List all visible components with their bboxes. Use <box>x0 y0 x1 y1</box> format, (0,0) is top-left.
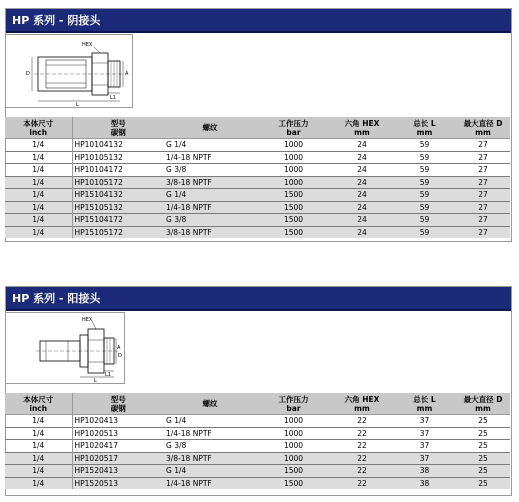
table-cell: 24 <box>331 226 393 238</box>
table-cell: HP15105132 <box>72 201 164 214</box>
table-cell: 59 <box>393 214 456 227</box>
table-cell: 1/4 <box>5 477 72 489</box>
table-cell: 25 <box>456 477 510 489</box>
table-cell: 1000 <box>256 176 331 189</box>
table-cell: 27 <box>456 151 510 164</box>
table-cell: 1/4 <box>5 214 72 227</box>
table-cell: G 3/8 <box>164 164 256 177</box>
table-cell: 1/4 <box>5 176 72 189</box>
table-cell: 1/4-18 NPTF <box>164 477 256 489</box>
table-cell: 1500 <box>256 189 331 202</box>
table-cell: 25 <box>456 427 510 440</box>
male-hex-label: HEX <box>82 317 93 323</box>
table-cell: 37 <box>393 415 456 428</box>
table-cell: HP1020517 <box>72 452 164 465</box>
col-header-pressure: 工作压力 bar <box>256 393 331 415</box>
female-table-row <box>5 176 510 189</box>
col-header-hex: 六角 HEX mm <box>331 117 393 139</box>
male-table-row <box>5 477 510 489</box>
table-cell: 1/4 <box>5 226 72 238</box>
male-nipple-drawing <box>5 312 125 384</box>
table-cell: HP15104172 <box>72 214 164 227</box>
table-cell: 1/4 <box>5 189 72 202</box>
table-cell: HP15104132 <box>72 189 164 202</box>
col-header-pressure: 工作压力 bar <box>256 117 331 139</box>
table-cell: 1/4 <box>5 465 72 478</box>
table-cell: 59 <box>393 189 456 202</box>
table-cell: 22 <box>331 427 393 440</box>
table-cell: G 3/8 <box>164 440 256 453</box>
table-cell: 1/4 <box>5 151 72 164</box>
female-table-row <box>5 164 510 177</box>
col-header-diameter: 最大直径 D mm <box>456 117 510 139</box>
table-cell: 3/8-18 NPTF <box>164 176 256 189</box>
male-table-row <box>5 440 510 453</box>
male-table-row <box>5 427 510 440</box>
female-d-label: D <box>26 71 30 77</box>
female-table-row <box>5 189 510 202</box>
table-cell: 59 <box>393 201 456 214</box>
table-cell: 22 <box>331 415 393 428</box>
female-coupler-svg <box>6 35 132 107</box>
col-header-thread: 螺纹 <box>164 393 256 415</box>
table-cell: G 1/4 <box>164 189 256 202</box>
male-a-label: A <box>117 345 121 351</box>
female-table-row <box>5 226 510 238</box>
table-cell: G 1/4 <box>164 465 256 478</box>
female-coupler-drawing <box>5 34 133 108</box>
female-l1-label: L1 <box>110 95 116 101</box>
table-cell: 1/4 <box>5 415 72 428</box>
table-cell: 25 <box>456 465 510 478</box>
table-cell: 25 <box>456 452 510 465</box>
col-header-model: 型号 碳钢 <box>72 393 164 415</box>
male-table-row <box>5 415 510 428</box>
table-cell: 27 <box>456 226 510 238</box>
table-cell: 22 <box>331 452 393 465</box>
col-header-thread: 螺纹 <box>164 117 256 139</box>
table-cell: 24 <box>331 189 393 202</box>
male-section-title: HP 系列 - 阳接头 <box>6 287 511 311</box>
table-cell: 22 <box>331 477 393 489</box>
female-table-row <box>5 139 510 152</box>
female-table-row <box>5 201 510 214</box>
table-cell: 59 <box>393 226 456 238</box>
table-cell: 1500 <box>256 465 331 478</box>
table-cell: 38 <box>393 477 456 489</box>
male-d-label: D <box>118 353 122 359</box>
table-cell: HP10105132 <box>72 151 164 164</box>
table-cell: G 1/4 <box>164 139 256 152</box>
table-cell: 1/4-18 NPTF <box>164 201 256 214</box>
table-cell: 1500 <box>256 226 331 238</box>
table-cell: HP10104172 <box>72 164 164 177</box>
col-header-size: 本体尺寸 inch <box>5 393 72 415</box>
table-cell: G 1/4 <box>164 415 256 428</box>
table-cell: 1/4 <box>5 440 72 453</box>
table-cell: 27 <box>456 214 510 227</box>
col-header-length: 总长 L mm <box>393 393 456 415</box>
table-cell: 59 <box>393 151 456 164</box>
table-cell: HP1520513 <box>72 477 164 489</box>
table-cell: 1000 <box>256 151 331 164</box>
male-l-label: L <box>94 378 97 383</box>
table-cell: HP1020417 <box>72 440 164 453</box>
female-table-row <box>5 214 510 227</box>
male-spec-table <box>5 393 510 489</box>
female-table-row <box>5 151 510 164</box>
table-cell: 27 <box>456 201 510 214</box>
table-cell: HP10104132 <box>72 139 164 152</box>
table-cell: HP1520413 <box>72 465 164 478</box>
table-cell: 24 <box>331 151 393 164</box>
table-cell: 37 <box>393 452 456 465</box>
table-cell: 59 <box>393 164 456 177</box>
table-cell: 37 <box>393 427 456 440</box>
table-cell: HP1020513 <box>72 427 164 440</box>
table-cell: 27 <box>456 164 510 177</box>
female-l-label: L <box>76 102 79 107</box>
female-section-title: HP 系列 - 阴接头 <box>6 9 511 33</box>
table-cell: 25 <box>456 440 510 453</box>
table-cell: 24 <box>331 176 393 189</box>
table-cell: 1000 <box>256 139 331 152</box>
female-spec-table <box>5 117 510 238</box>
female-a-label: A <box>125 71 129 77</box>
table-cell: 24 <box>331 139 393 152</box>
table-cell: 1/4-18 NPTF <box>164 151 256 164</box>
table-cell: 24 <box>331 201 393 214</box>
female-table-header <box>5 117 510 139</box>
table-cell: 38 <box>393 465 456 478</box>
table-cell: 1/4 <box>5 427 72 440</box>
table-cell: 1500 <box>256 477 331 489</box>
table-cell: 27 <box>456 189 510 202</box>
female-hex-label: HEX <box>82 42 93 48</box>
male-table-row <box>5 452 510 465</box>
table-cell: 1/4-18 NPTF <box>164 427 256 440</box>
table-cell: 1000 <box>256 415 331 428</box>
table-cell: 27 <box>456 139 510 152</box>
table-cell: 37 <box>393 440 456 453</box>
col-header-size: 本体尺寸 inch <box>5 117 72 139</box>
table-cell: 1000 <box>256 427 331 440</box>
male-table-row <box>5 465 510 478</box>
col-header-length: 总长 L mm <box>393 117 456 139</box>
table-cell: 1500 <box>256 201 331 214</box>
table-cell: 1000 <box>256 452 331 465</box>
table-cell: G 3/8 <box>164 214 256 227</box>
table-cell: 1/4 <box>5 139 72 152</box>
table-cell: 1000 <box>256 164 331 177</box>
table-cell: 1500 <box>256 214 331 227</box>
table-cell: 1/4 <box>5 164 72 177</box>
male-nipple-svg <box>6 313 124 383</box>
male-table-header <box>5 393 510 415</box>
col-header-hex: 六角 HEX mm <box>331 393 393 415</box>
male-l1-label: L1 <box>105 372 111 378</box>
table-cell: 24 <box>331 214 393 227</box>
table-cell: HP10105172 <box>72 176 164 189</box>
table-cell: 1000 <box>256 440 331 453</box>
table-cell: 24 <box>331 164 393 177</box>
table-cell: 59 <box>393 139 456 152</box>
table-cell: 3/8-18 NPTF <box>164 452 256 465</box>
table-cell: 1/4 <box>5 201 72 214</box>
table-cell: HP15105172 <box>72 226 164 238</box>
table-cell: HP1020413 <box>72 415 164 428</box>
table-cell: 22 <box>331 440 393 453</box>
table-cell: 25 <box>456 415 510 428</box>
col-header-model: 型号 碳钢 <box>72 117 164 139</box>
table-cell: 3/8-18 NPTF <box>164 226 256 238</box>
table-cell: 27 <box>456 176 510 189</box>
col-header-diameter: 最大直径 D mm <box>456 393 510 415</box>
table-cell: 1/4 <box>5 452 72 465</box>
table-cell: 22 <box>331 465 393 478</box>
table-cell: 59 <box>393 176 456 189</box>
